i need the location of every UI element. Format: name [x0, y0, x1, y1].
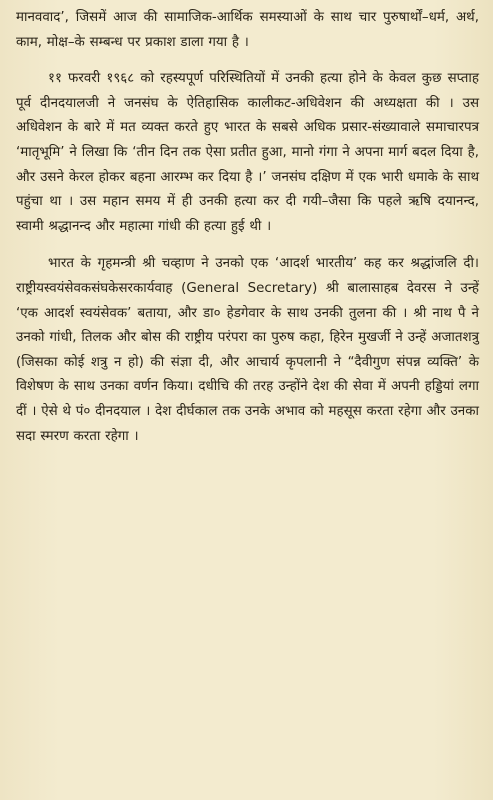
paragraph-continuation: मानववाद’, जिसमें आज की सामाजिक-आर्थिक समस्याओं के साथ चार पुरुषार्थों–धर्म, अर्थ, काम, मोक्ष–के सम्बन्ध पर प्रकाश डाला गया है ।: [16, 10, 479, 50]
paragraph-tributes: भारत के गृहमन्त्री श्री चव्हाण ने उनको एक ‘आदर्श भारतीय’ कह कर श्रद्धांजलि दी। राष्ट्रीयस्वयंसेवकसंघकेसरकार्यवाह (General Secretary) श्री बालासाहब देवरस ने उन्हें ‘एक आदर्श स्वयंसेवक’ बताया, और डा० हेडगेवार के साथ उनकी तुलना की । श्री नाथ पै ने उनको गांधी, तिलक और बोस की राष्ट्रीय परंपरा का पुरुष कहा, हिरेन मुखर्जी ने उन्हें अजातशत्रु (जिसका कोई शत्रु न हो) की संज्ञा दी, और आचार्य कृपलानी ने “दैवीगुण संपन्न व्यक्ति’ के विशेषण के साथ उनका वर्णन किया। दधीचि की तरह उन्होंने देश की सेवा में अपनी हड्डियां लगा दीं । ऐसे थे पं० दीनदयाल । देश दीर्घकाल तक उनके अभाव को महसूस करता रहेगा और उनका सदा स्मरण करता रहेगा ।: [16, 256, 479, 444]
paragraph-assassination: ११ फरवरी १९६८ को रहस्यपूर्ण परिस्थितियों में उनकी हत्या होने के केवल कुछ सप्ताह पूर्व दीनदयालजी ने जनसंघ के ऐतिहासिक कालीकट-अधिवेशन की अध्यक्षता की । उस अधिवेशन के बारे में मत व्यक्त करते हुए भारत के सबसे अधिक प्रसार-संख्यावाले समाचारपत्र ‘मातृभूमि’ ने लिखा कि ‘तीन दिन तक ऐसा प्रतीत हुआ, मानो गंगा ने अपना मार्ग बदल दिया है, और उसने केरल होकर बहना आरम्भ कर दिया है ।’ जनसंघ दक्षिण में एक भारी धमाके के साथ पहुंचा था । उस महान समय में ही उनकी हत्या कर दी गयी–जैसा कि पहले ऋषि दयानन्द, स्वामी श्रद्धानन्द और महात्मा गांधी की हत्या हुई थी ।: [16, 71, 479, 234]
